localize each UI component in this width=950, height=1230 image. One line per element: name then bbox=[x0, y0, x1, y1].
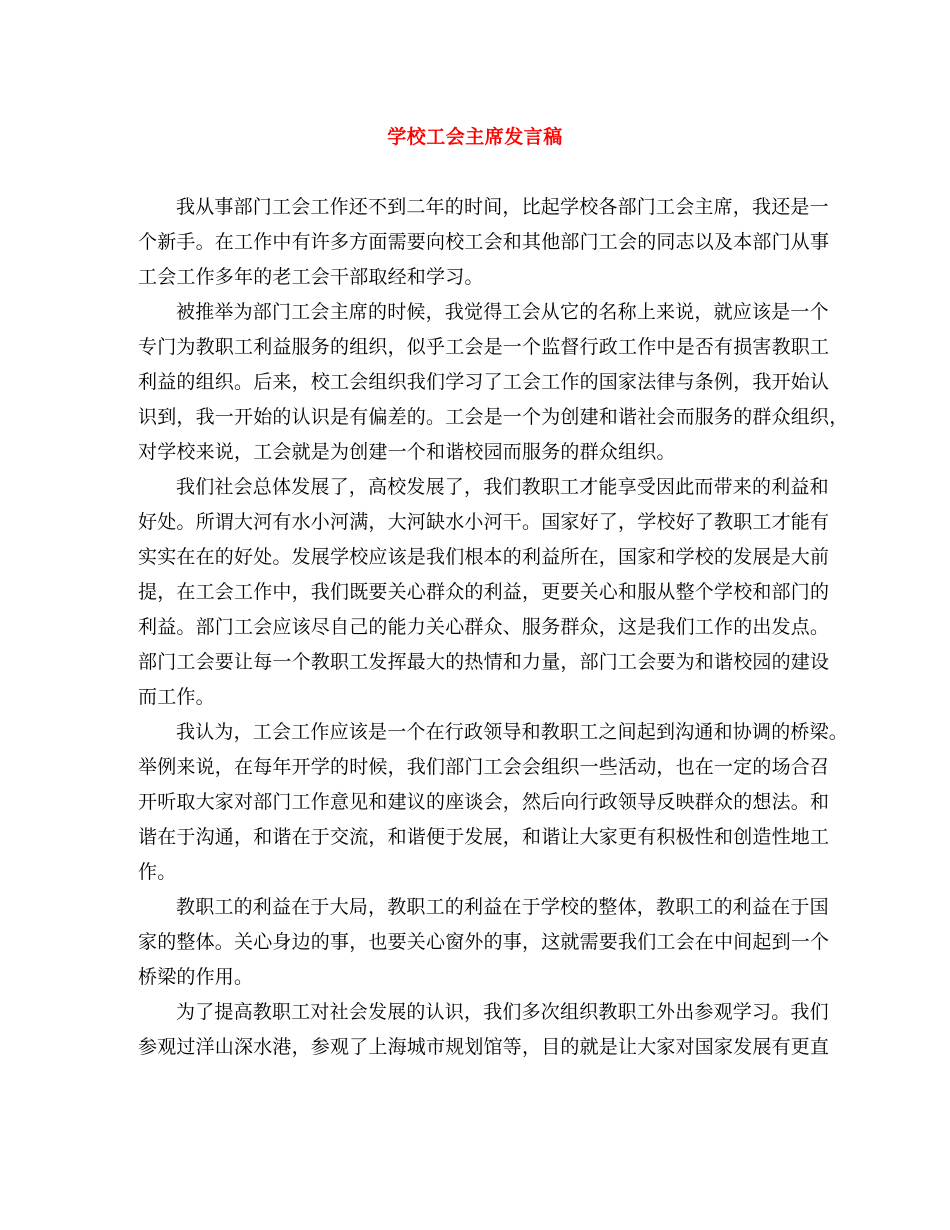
paragraph-line: 部门工会要让每一个教职工发挥最大的热情和力量，部门工会要为和谐校园的建设 bbox=[138, 651, 830, 673]
paragraph bbox=[138, 890, 830, 995]
paragraph-line: 开听取大家对部门工作意见和建议的座谈会，然后向行政领导反映群众的想法。和 bbox=[138, 791, 830, 813]
paragraph-line: 利益。部门工会应该尽自己的能力关心群众、服务群众，这是我们工作的出发点。 bbox=[138, 616, 830, 638]
paragraph-line: 而工作。 bbox=[138, 686, 215, 708]
paragraph-line: 家的整体。关心身边的事，也要关心窗外的事，这就需要我们工会在中间起到一个 bbox=[138, 931, 830, 953]
paragraph-line: 提，在工会工作中，我们既要关心群众的利益，更要关心和服从整个学校和部门的 bbox=[138, 581, 830, 603]
paragraph-line: 工会工作多年的老工会干部取经和学习。 bbox=[138, 266, 484, 288]
paragraph bbox=[138, 470, 830, 715]
paragraph-line: 参观过洋山深水港，参观了上海城市规划馆等，目的就是让大家对国家发展有更直 bbox=[138, 1036, 830, 1058]
paragraph bbox=[138, 295, 849, 470]
paragraph bbox=[138, 995, 830, 1065]
paragraph-line: 专门为教职工利益服务的组织，似乎工会是一个监督行政工作中是否有损害教职工 bbox=[138, 336, 830, 358]
paragraph-line: 好处。所谓大河有水小河满，大河缺水小河干。国家好了，学校好了教职工才能有 bbox=[138, 511, 830, 533]
paragraph bbox=[138, 190, 830, 295]
paragraph-line: 对学校来说，工会就是为创建一个和谐校园而服务的群众组织。 bbox=[138, 441, 676, 463]
paragraph-line: 举例来说，在每年开学的时候，我们部门工会会组织一些活动，也在一定的场合召 bbox=[138, 756, 830, 778]
paragraph-line: 个新手。在工作中有许多方面需要向校工会和其他部门工会的同志以及本部门从事 bbox=[138, 231, 830, 253]
paragraph-line: 我从事部门工会工作还不到二年的时间，比起学校各部门工会主席，我还是一 bbox=[176, 196, 829, 218]
document-body bbox=[138, 190, 849, 1065]
paragraph-line: 谐在于沟通，和谐在于交流，和谐便于发展，和谐让大家更有积极性和创造性地工 bbox=[138, 826, 830, 848]
paragraph-line: 教职工的利益在于大局，教职工的利益在于学校的整体，教职工的利益在于国 bbox=[176, 896, 829, 918]
paragraph-line: 利益的组织。后来，校工会组织我们学习了工会工作的国家法律与条例，我开始认 bbox=[138, 371, 830, 393]
paragraph-line: 我们社会总体发展了，高校发展了，我们教职工才能享受因此而带来的利益和 bbox=[176, 476, 829, 498]
paragraph-line: 被推举为部门工会主席的时候，我觉得工会从它的名称上来说，就应该是一个 bbox=[176, 301, 829, 323]
paragraph-line: 我认为，工会工作应该是一个在行政领导和教职工之间起到沟通和协调的桥梁。 bbox=[176, 721, 849, 743]
paragraph-line: 实实在在的好处。发展学校应该是我们根本的利益所在，国家和学校的发展是大前 bbox=[138, 546, 830, 568]
document-title: 学校工会主席发言稿 bbox=[387, 126, 563, 148]
paragraph-line: 作。 bbox=[138, 861, 177, 883]
paragraph-line: 桥梁的作用。 bbox=[138, 966, 254, 988]
paragraph bbox=[138, 715, 849, 890]
paragraph-line: 为了提高教职工对社会发展的认识，我们多次组织教职工外出参观学习。我们 bbox=[176, 1001, 829, 1023]
paragraph-line: 识到，我一开始的认识是有偏差的。工会是一个为创建和谐社会而服务的群众组织， bbox=[138, 406, 849, 428]
